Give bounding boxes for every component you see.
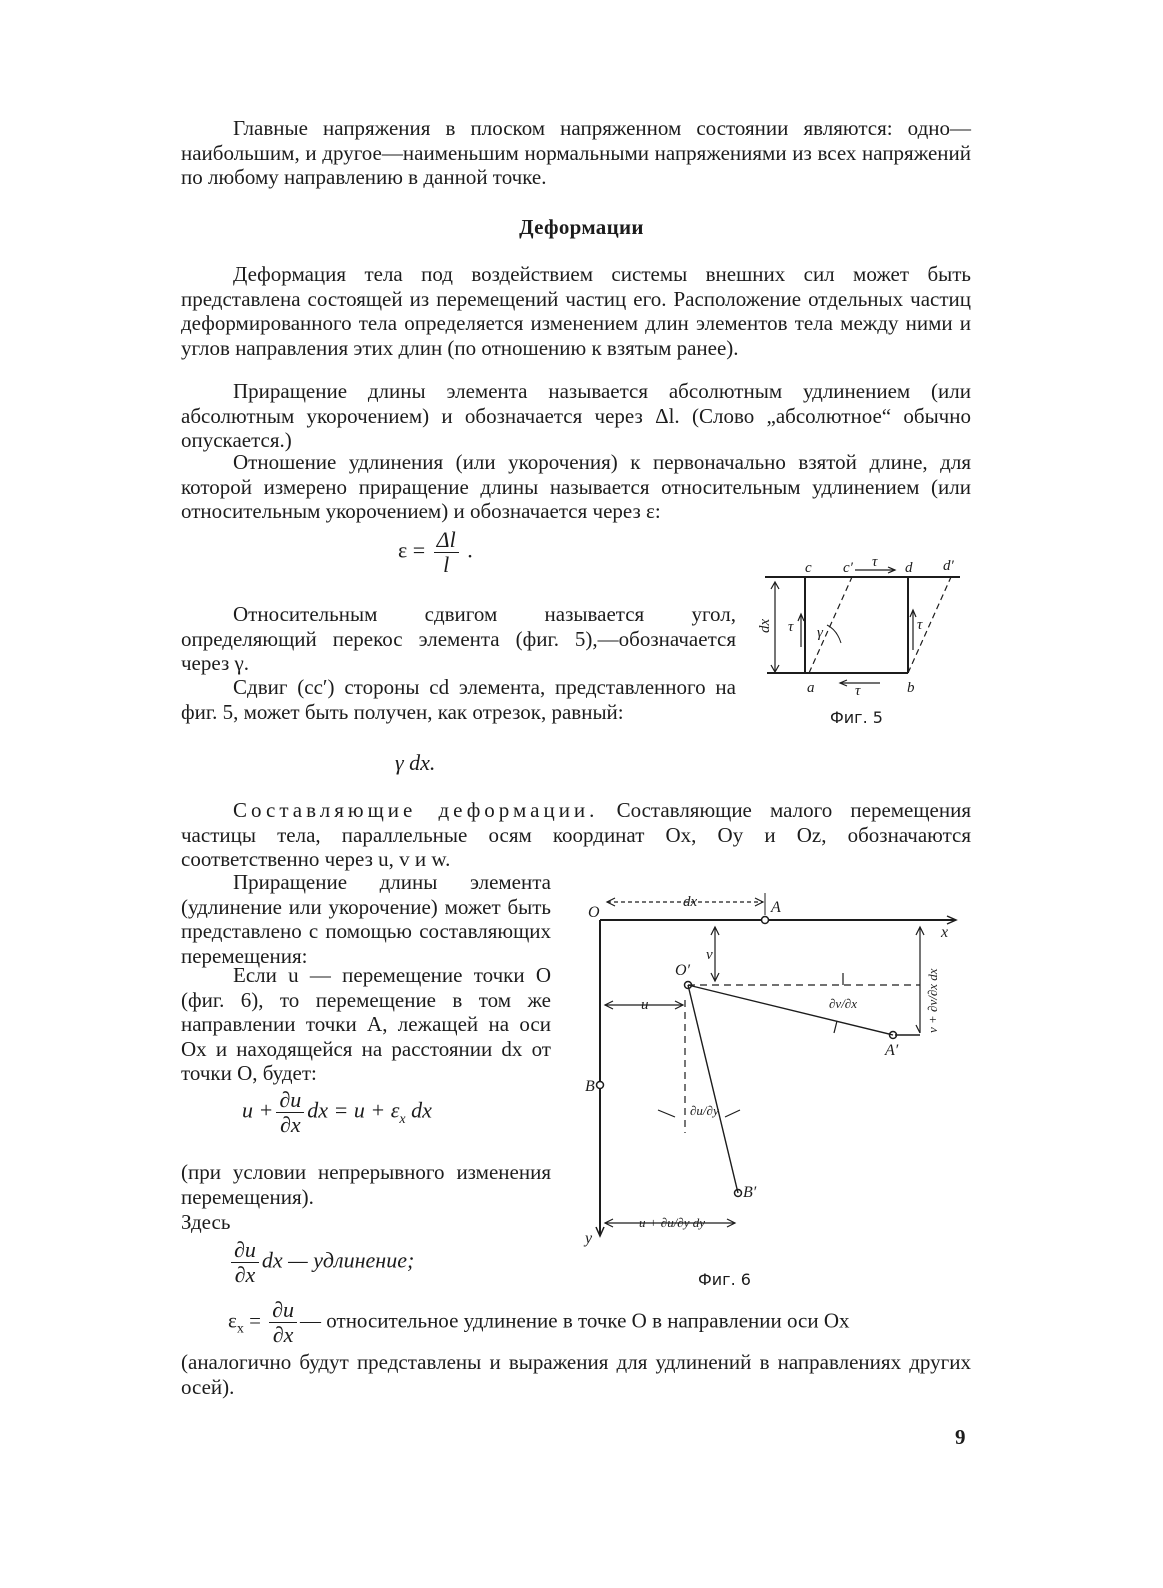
fig6-label-A: A (771, 899, 781, 916)
figure-5-diagram (755, 555, 970, 700)
fig5-label-gamma: γ (817, 625, 823, 641)
fig6-label-dv-dx: ∂v/∂x (829, 996, 857, 1011)
fig6-label-A-prime: A′ (885, 1042, 899, 1059)
fig6-label-u: u (641, 997, 649, 1013)
fig5-label-d-prime: d′ (943, 558, 954, 574)
fig6-label-du-dy: ∂u/∂y (690, 1103, 719, 1118)
increment-paragraph: Приращение длины элемента (удлинение или укорочение) может быть представлено с помощью составляющих перемещения: (181, 870, 551, 968)
final-paragraph: (аналогично будут представлены и выражения для удлинений в направлениях других осей). (181, 1350, 971, 1399)
page-number: 9 (955, 1425, 966, 1449)
fig5-label-tau-right: τ (917, 617, 923, 633)
figure-6-diagram (575, 885, 975, 1255)
intro-paragraph: Главные напряжения в плоском напряженном состоянии являются: одно—наибольшим, и другое—наименьшим нормальными напряжениями из всех напряжений по любому направлению в данной точке. (181, 116, 971, 189)
elongation-definition: $\frac{\partial u}{\partial x}$ dx — удлинение; (228, 1238, 414, 1287)
fig6-label-dx: dx (683, 894, 698, 910)
fig6-label-O: O (588, 904, 600, 921)
fig6-label-y: y (585, 1230, 593, 1247)
fig5-label-a: a (807, 680, 815, 696)
figure-5-caption: Фиг. 5 (830, 708, 883, 727)
fig5-label-tau-left: τ (788, 619, 794, 635)
fig6-label-O-prime: O′ (675, 962, 691, 979)
if-paragraph: Если u — перемещение точки O (фиг. 6), то перемещение в том же направлении точки A, лежащей на оси Ox и находящейся на расстоянии dx от точки O, будет: (181, 963, 551, 1085)
figure-6-caption: Фиг. 6 (698, 1270, 751, 1289)
components-paragraph (181, 798, 971, 872)
shift-paragraph: Сдвиг (cc′) стороны cd элемента, представленного на фиг. 5, может быть получен, как отрезок, равный: (181, 675, 736, 724)
rel-elongation-definition: $\varepsilon_x$ = $\frac{\partial u}{\partial x}$ — относительное удлинение в точке O в направлении оси Ox (228, 1297, 850, 1347)
fig6-label-v: v (706, 947, 713, 963)
fig5-label-b: b (907, 680, 915, 696)
components-title: Составляющие деформации. (233, 798, 599, 822)
fig5-label-dx: dx (757, 618, 773, 633)
components-text: Составляющие малого перемещения частицы тела, параллельные осям координат Ox, Oy и Oz, обозначаются соответственно через u, v и w. (181, 798, 971, 871)
condition-paragraph: (при условии непрерывного изменения перемещения). (181, 1160, 551, 1209)
strain-numerator: Δl (434, 528, 459, 553)
shear-paragraph: Относительным сдвигом называется угол, определяющий перекос элемента (фиг. 5),—обозначается через γ. (181, 602, 736, 675)
fig6-label-B-prime: B′ (743, 1184, 757, 1201)
fig5-label-tau-top: τ (872, 555, 878, 570)
fig6-label-v-plus: v + ∂v/∂x dx (925, 968, 940, 1033)
fig6-label-B: B (585, 1078, 595, 1095)
fig6-label-x: x (941, 924, 949, 941)
shift-formula: γ dx. (395, 750, 436, 775)
fig5-label-c-prime: c′ (843, 560, 853, 576)
deformation-paragraph: Деформация тела под воздействием системы внешних сил может быть представлена состоящей из перемещений частиц его. Расположение отдельных частиц деформированного тела определяется изменением длин элементов тела между ними и углов направления этих длин (по отношению к взятым ранее). (181, 262, 971, 360)
fig5-label-tau-bottom: τ (855, 683, 861, 699)
fig6-label-u-plus: u + ∂u/∂y dy (639, 1215, 706, 1230)
strain-formula: ε = $\frac{\Delta l}{l}$ . (398, 527, 473, 577)
fig5-label-d: d (905, 560, 913, 576)
here-label: Здесь (181, 1210, 231, 1234)
fig5-label-c: c (805, 560, 812, 576)
u-formula: u + $\frac{\partial u}{\partial x}$ dx = $u + \varepsilon_x$ dx (242, 1087, 432, 1137)
rel-elongation-paragraph: Отношение удлинения (или укорочения) к первоначально взятой длине, для которой измерено приращение длины называется относительным удлинением (или относительным укорочением) и обозначается через ε: (181, 450, 971, 523)
section-heading: Деформации (519, 215, 644, 239)
strain-denominator: l (443, 552, 450, 577)
abs-elongation-paragraph: Приращение длины элемента называется абсолютным удлинением (или абсолютным укорочением) и обозначается через Δl. (Слово „абсолютное“ обычно опускается.) (181, 379, 971, 452)
